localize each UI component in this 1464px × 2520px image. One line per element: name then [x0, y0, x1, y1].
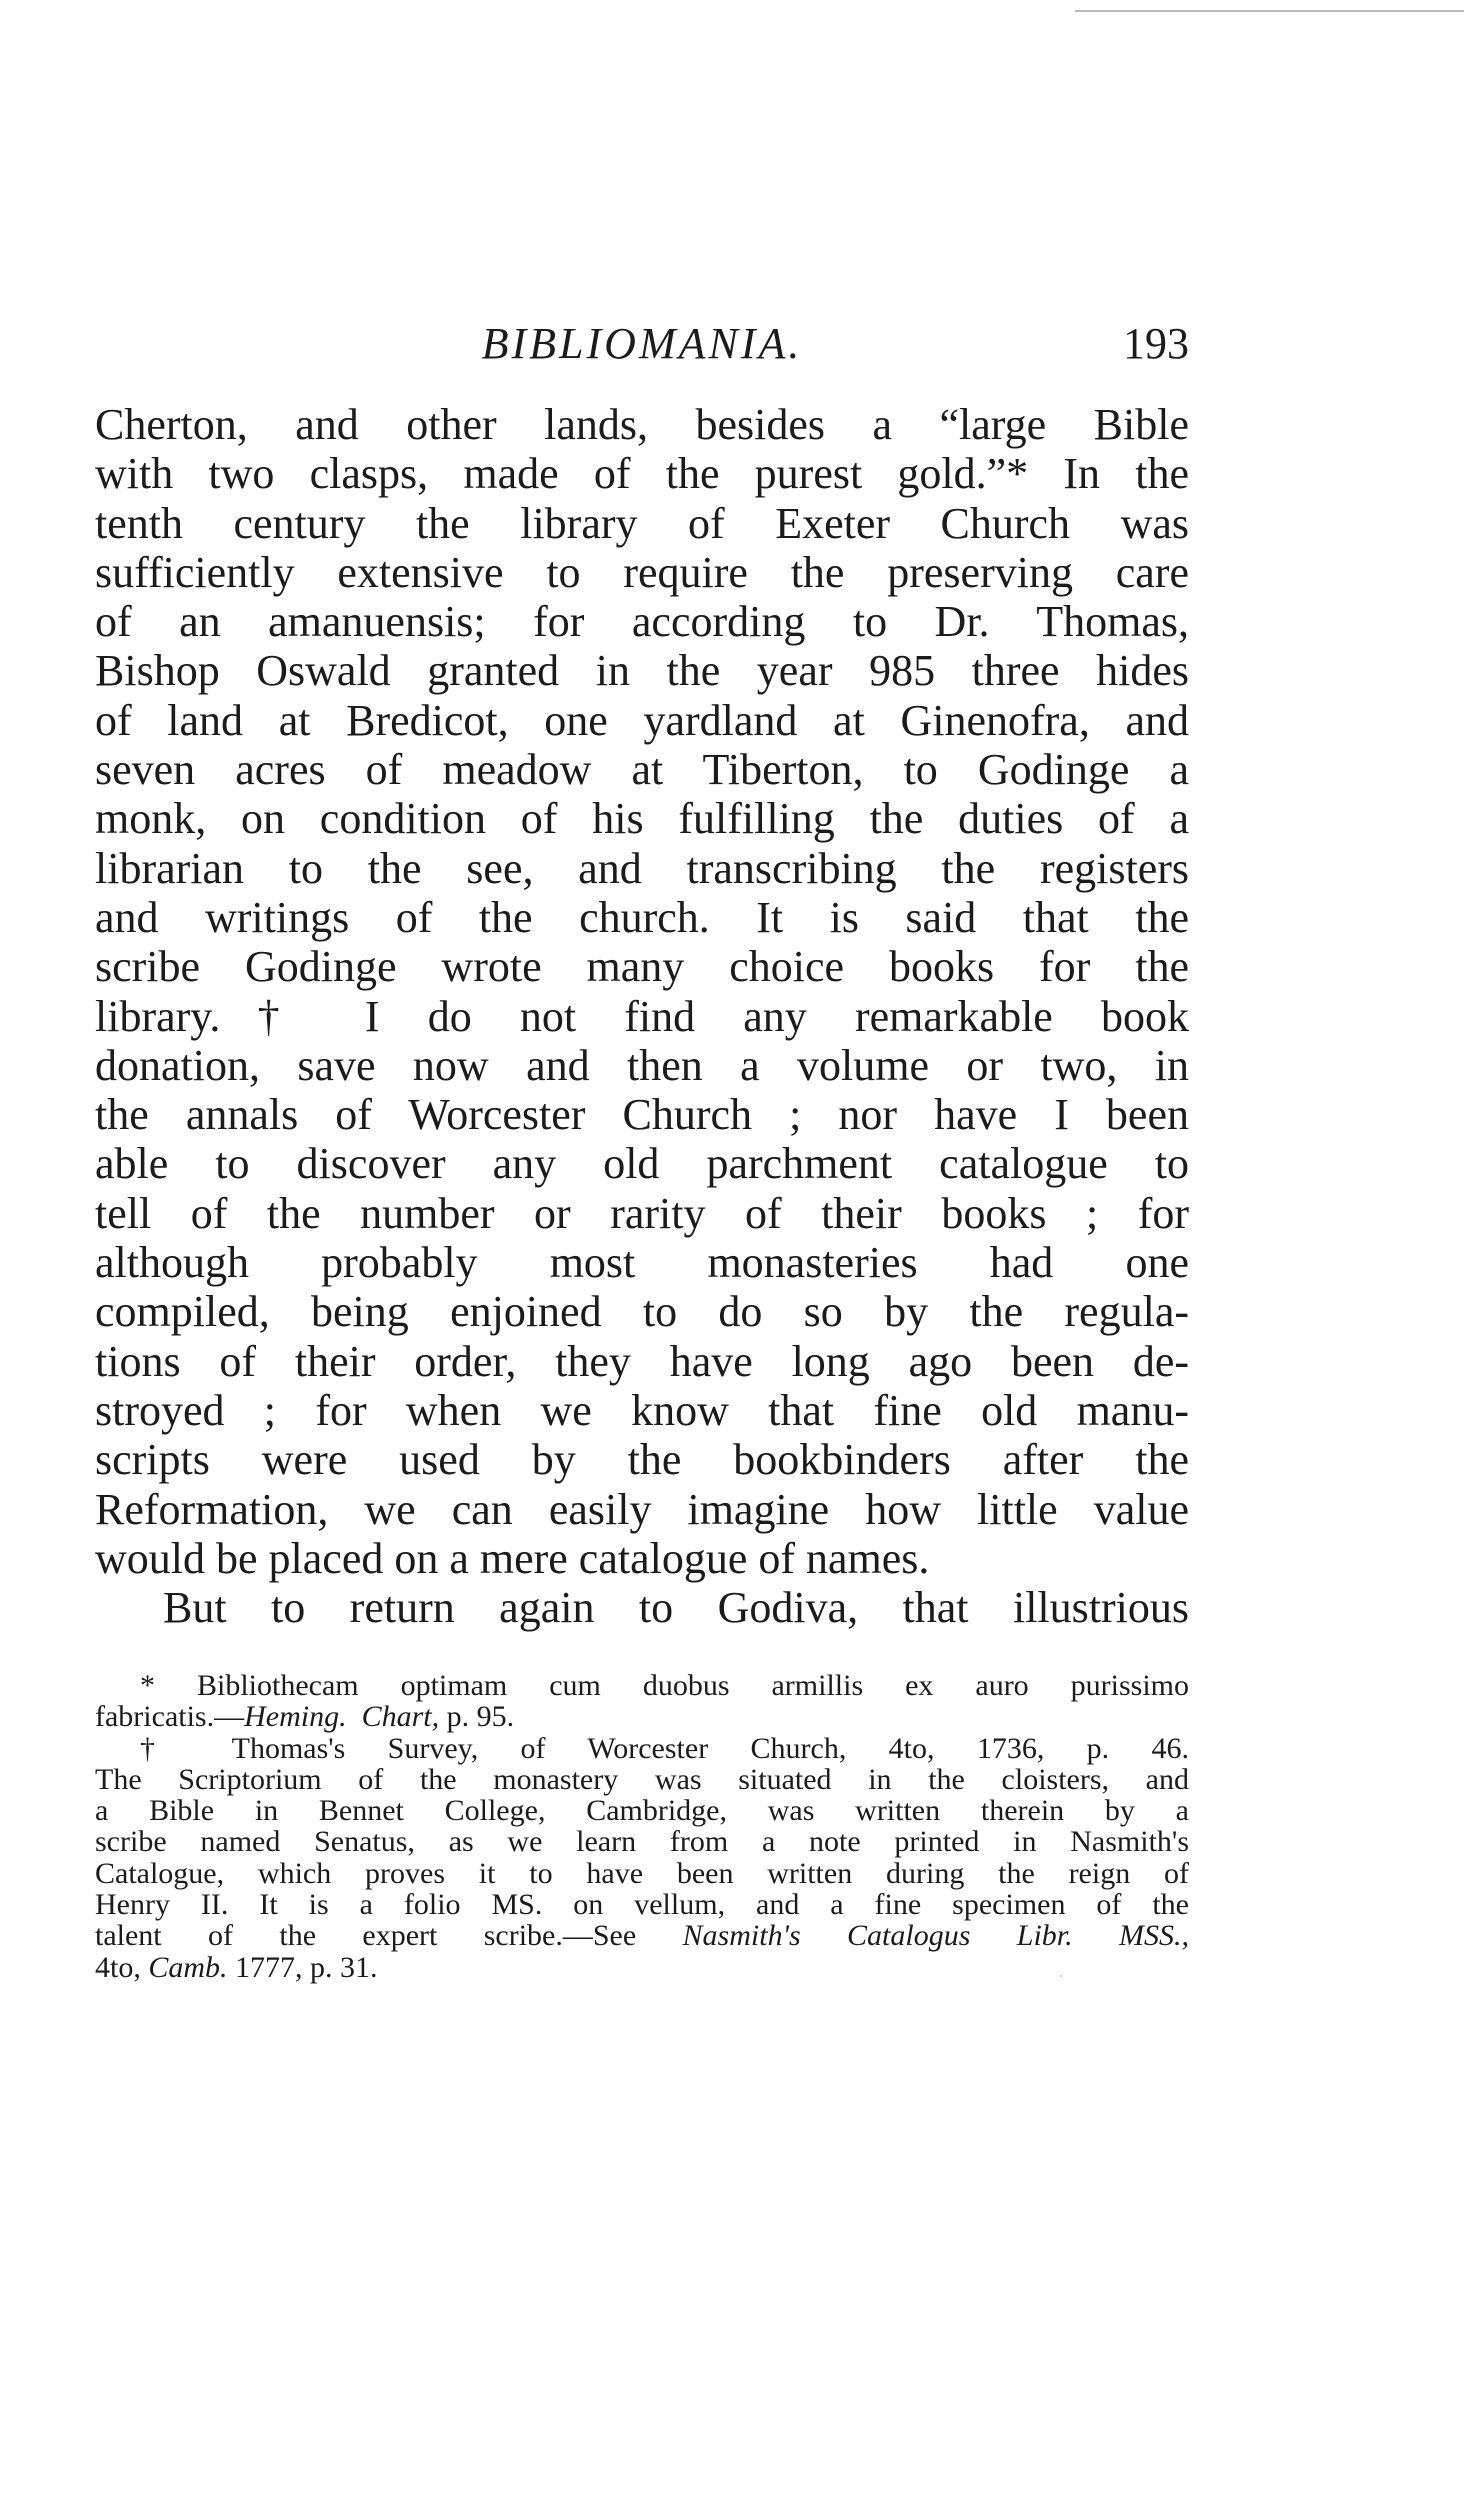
body-line: would be placed on a mere catalogue of names. [95, 1533, 930, 1583]
body-line: stroyed ; for when we know that fine old manu- [95, 1385, 1189, 1435]
body-line: the annals of Worcester Church ; nor have I been [95, 1090, 1189, 1140]
footnote-text: fabricatis.— [95, 1700, 245, 1734]
paper-speck [1060, 1975, 1062, 1977]
body-line: although probably most monasteries had one [95, 1238, 1189, 1288]
footnotes [95, 1670, 1189, 1983]
body-line: scribe Godinge wrote many choice books for the [95, 942, 1189, 992]
body-line: monk, on condition of his fulfilling the duties of a [95, 794, 1189, 844]
body-line: of an amanuensis; for according to Dr. Thomas, [95, 597, 1189, 647]
footnote-line: Catalogue, which proves it to have been written during the reign of [95, 1856, 1189, 1890]
body-line: scripts were used by the bookbinders after the [95, 1435, 1189, 1485]
body-line: tell of the number or rarity of their books ; for [95, 1188, 1189, 1238]
footnote-text: 1777, p. 31. [235, 1950, 378, 1984]
top-edge-rule [1075, 10, 1464, 12]
body-line: Cherton, and other lands, besides a “large Bible [95, 400, 1189, 449]
running-head [95, 318, 1189, 378]
footnote-line [95, 1920, 1189, 1951]
body-line: seven acres of meadow at Tiberton, to Godinge a [95, 745, 1189, 795]
body-line: tenth century the library of Exeter Church was [95, 498, 1189, 548]
body-line: librarian to the see, and transcribing the registers [95, 843, 1189, 893]
footnote-text: 4to, [95, 1950, 141, 1984]
body-line: sufficiently extensive to require the preserving care [95, 547, 1189, 597]
footnote-line: † Thomas's Survey, of Worcester Church, 4to, 1736, p. 46. [140, 1731, 1189, 1765]
footnote-line: Henry II. It is a folio MS. on vellum, and a fine specimen of the [95, 1888, 1189, 1922]
body-line: library.† I do not find any remarkable book [95, 991, 1189, 1041]
footnote-italic: Heming. [244, 1700, 347, 1734]
footnote-italic: Nasmith's Catalogus Libr. MSS., [682, 1919, 1189, 1953]
footnote-line [95, 1701, 1189, 1732]
footnote-line: The Scriptorium of the monastery was situated in the cloisters, and [95, 1762, 1189, 1796]
body-line: Bishop Oswald granted in the year 985 three hides [95, 646, 1189, 696]
body-line: tions of their order, they have long ago been de- [95, 1336, 1189, 1386]
body-line: and writings of the church. It is said that the [95, 892, 1189, 942]
body-line: of land at Bredicot, one yardland at Ginenofra, and [95, 695, 1189, 745]
footnote-text: talent of the expert scribe.—See [95, 1919, 637, 1953]
body-line: compiled, being enjoined to do so by the regula- [95, 1287, 1189, 1337]
body-line: with two clasps, made of the purest gold.”* In the [95, 449, 1189, 499]
body-line: donation, save now and then a volume or two, in [95, 1040, 1189, 1090]
running-title: BIBLIOMANIA. [481, 319, 803, 368]
body-line: able to discover any old parchment catalogue to [95, 1139, 1189, 1189]
footnote-line: scribe named Senatus, as we learn from a note printed in Nasmith's [95, 1825, 1189, 1859]
body-line: Reformation, we can easily imagine how little value [95, 1484, 1189, 1534]
footnote-line [95, 1952, 1189, 1983]
footnote-line: a Bible in Bennet College, Cambridge, was written therein by a [95, 1794, 1189, 1828]
body-line: But to return again to Godiva, that illustrious [163, 1583, 1189, 1633]
footnote-italic: Camb. [148, 1950, 228, 1984]
page-number: 193 [1123, 319, 1189, 368]
footnote-line: * Bibliothecam optimam cum duobus armillis ex auro purissimo [140, 1669, 1189, 1702]
body-text [95, 400, 1189, 1632]
footnote-italic: Chart, [361, 1700, 440, 1734]
footnote-text: p. 95. [446, 1700, 515, 1734]
